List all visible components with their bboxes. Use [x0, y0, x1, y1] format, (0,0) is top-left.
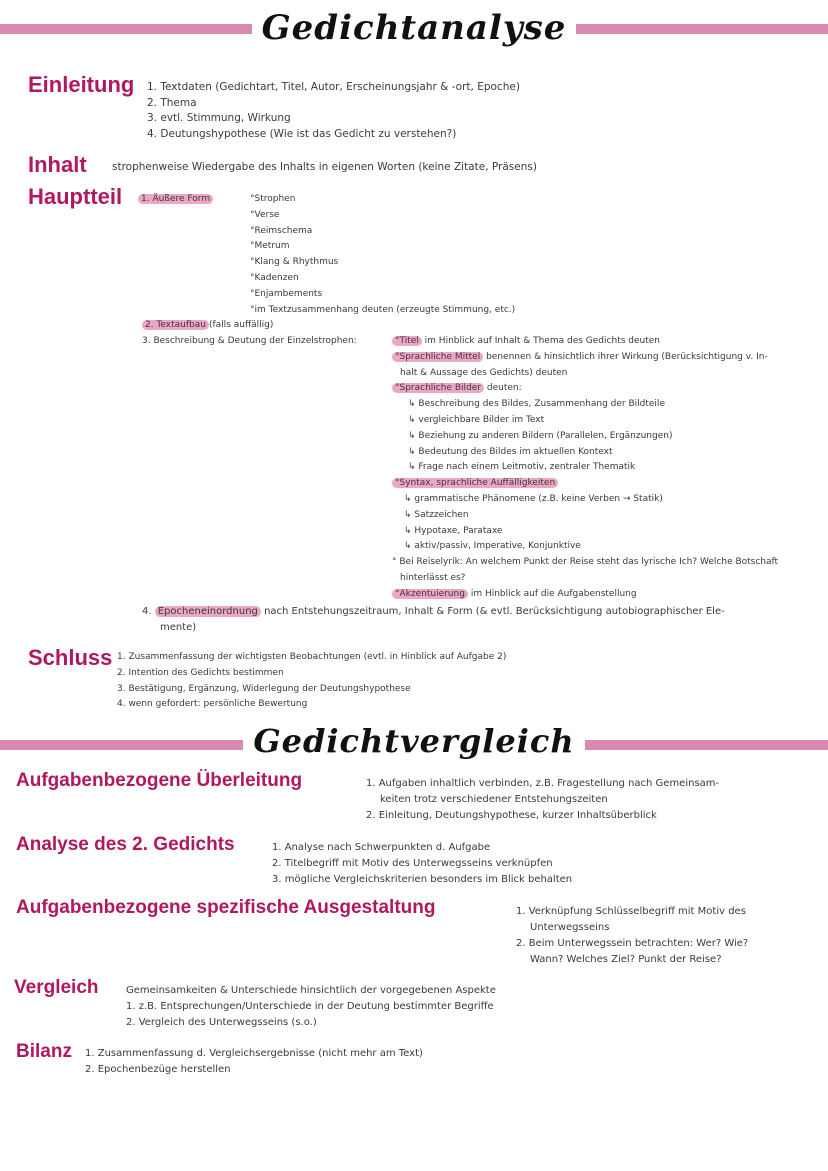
list-item: 4. Deutungshypothese (Wie ist das Gedicht zu verstehen?)	[147, 127, 457, 140]
strophen-details	[392, 334, 778, 603]
list-item: 2. Thema	[147, 96, 197, 109]
schluss-list	[117, 650, 506, 713]
list-item: 1. Zusammenfassung der wichtigsten Beobachtungen (evtl. in Hinblick auf Aufgabe 2)	[117, 652, 507, 662]
list-item: °Klang & Rhythmus	[250, 257, 339, 268]
epoche-block	[142, 604, 725, 636]
strophen-label: 3. Beschreibung & Deutung der Einzelstrophen:	[142, 336, 357, 346]
highlight-syntax: °Syntax, sprachliche Auffälligkeiten	[392, 478, 558, 488]
einleitung-list	[147, 80, 520, 142]
list-item: ↳ Bedeutung des Bildes im aktuellen Kontext	[408, 446, 613, 457]
list-item: °Verse	[250, 209, 280, 220]
list-item: 3. Bestätigung, Ergänzung, Widerlegung der Deutungshypothese	[117, 683, 411, 694]
titel-line	[392, 334, 778, 350]
list-item: °im Textzusammenhang deuten (erzeugte Stimmung, etc.)	[250, 304, 516, 315]
syntax-line	[392, 476, 778, 492]
mittel-line	[392, 350, 778, 366]
akzent-line	[392, 587, 778, 603]
list-item: 2. Titelbegriff mit Motiv des Unterwegsseins verknüpfen	[272, 858, 553, 869]
aufbau-line	[142, 318, 273, 334]
list-item: 3. evtl. Stimmung, Wirkung	[147, 112, 291, 124]
form-list	[250, 192, 515, 318]
reise-cont: hinterlässt es?	[400, 572, 466, 583]
reise-line: ° Bei Reiselyrik: An welchem Punkt der Reise steht das lyrische Ich? Welche Botschaft	[392, 557, 779, 568]
ausgestaltung-list	[516, 904, 748, 968]
list-item: 4. wenn gefordert: persönliche Bewertung	[117, 699, 308, 710]
list-item: 2. Intention des Gedichts bestimmen	[117, 667, 284, 678]
list-item: 2. Einleitung, Deutungshypothese, kurzer Inhaltsüberblick	[366, 810, 657, 821]
list-item: 1. Aufgaben inhaltlich verbinden, z.B. Fragestellung nach Gemeinsam-	[366, 778, 720, 789]
highlight-epocheneinordnung: Epocheneinordnung	[155, 606, 261, 617]
list-item: 2. Epochenbezüge herstellen	[85, 1064, 231, 1075]
list-item: 1. Verknüpfung Schlüsselbegriff mit Motiv des	[516, 906, 746, 917]
heading-ausgestaltung: Aufgabenbezogene spezifische Ausgestaltung	[16, 897, 436, 918]
list-item: ↳ Beziehung zu anderen Bildern (Parallelen, Ergänzungen)	[408, 430, 673, 441]
list-item: ↳ Hypotaxe, Parataxe	[404, 525, 503, 536]
list-item: °Kadenzen	[250, 272, 299, 283]
list-item: °Reimschema	[250, 225, 313, 236]
aufbau-note: (falls auffällig)	[208, 320, 274, 330]
page-title-vergleich	[0, 722, 828, 760]
vergleich-list	[126, 983, 496, 1031]
list-item: ↳ Beschreibung des Bildes, Zusammenhang der Bildteile	[408, 399, 665, 410]
list-item: °Strophen	[250, 194, 296, 204]
epoche-cont: mente)	[160, 621, 197, 633]
titel-text: im Hinblick auf Inhalt & Thema des Gedichts deuten	[424, 336, 660, 346]
list-item: °Metrum	[250, 241, 290, 252]
heading-analyse2: Analyse des 2. Gedichts	[16, 834, 235, 855]
list-item: 1. z.B. Entsprechungen/Unterschiede in der Deutung bestimmter Begriffe	[126, 1001, 494, 1012]
analyse2-list	[272, 840, 572, 888]
list-item: ↳ Satzzeichen	[404, 509, 469, 520]
bilder-line	[392, 381, 778, 397]
title-text: Gedichtvergleich	[243, 722, 584, 760]
highlight-aeussere-form: 1. Äußere Form	[138, 194, 213, 204]
list-item: keiten trotz verschiedener Entstehungszeiten	[380, 794, 608, 805]
form-label	[138, 192, 213, 208]
list-item: 1. Textdaten (Gedichtart, Titel, Autor, Erscheinungsjahr & -ort, Epoche)	[147, 81, 520, 93]
highlight-textaufbau: 2. Textaufbau	[142, 320, 209, 330]
list-item: 1. Zusammenfassung d. Vergleichsergebnisse (nicht mehr am Text)	[85, 1048, 423, 1059]
list-item: ↳ vergleichbare Bilder im Text	[408, 414, 545, 425]
highlight-sprachliche-mittel: °Sprachliche Mittel	[392, 352, 483, 362]
epoche-text: nach Entstehungszeitraum, Inhalt & Form (& evtl. Berücksichtigung autobiographischer Ele-	[264, 606, 725, 617]
list-item: ↳ grammatische Phänomene (z.B. keine Verben → Statik)	[404, 493, 663, 504]
list-item: Gemeinsamkeiten & Unterschiede hinsichtlich der vorgegebenen Aspekte	[126, 985, 496, 996]
bilder-text: deuten:	[486, 383, 522, 394]
highlight-sprachliche-bilder: °Sprachliche Bilder	[392, 383, 484, 393]
heading-ueberleitung: Aufgabenbezogene Überleitung	[16, 770, 303, 791]
epoche-line	[142, 604, 725, 620]
heading-hauptteil: Hauptteil	[28, 184, 123, 209]
akzent-text: im Hinblick auf die Aufgabenstellung	[470, 588, 637, 599]
highlight-titel: °Titel	[392, 336, 422, 346]
list-item: ↳ aktiv/passiv, Imperative, Konjunktive	[404, 541, 581, 552]
list-item: 2. Vergleich des Unterwegsseins (s.o.)	[126, 1017, 317, 1028]
mittel-text: benennen & hinsichtlich ihrer Wirkung (Berücksichtigung v. In-	[486, 351, 768, 362]
list-item: 3. mögliche Vergleichskriterien besonders im Blick behalten	[272, 874, 573, 885]
epoche-num: 4.	[142, 606, 152, 617]
heading-schluss: Schluss	[28, 645, 113, 670]
list-item: ↳ Frage nach einem Leitmotiv, zentraler Thematik	[408, 462, 636, 473]
ueberleitung-list	[366, 776, 719, 824]
list-item: 2. Beim Unterwegssein betrachten: Wer? Wie?	[516, 938, 749, 949]
list-item: 1. Analyse nach Schwerpunkten d. Aufgabe	[272, 842, 491, 853]
heading-inhalt: Inhalt	[28, 152, 87, 177]
list-item: °Enjambements	[250, 288, 323, 299]
bilanz-list	[85, 1046, 423, 1078]
list-item: Unterwegsseins	[530, 922, 610, 933]
highlight-akzentuierung: °Akzentuierung	[392, 589, 468, 599]
heading-bilanz: Bilanz	[16, 1041, 72, 1062]
heading-vergleich: Vergleich	[14, 977, 99, 998]
list-item: Wann? Welches Ziel? Punkt der Reise?	[530, 954, 722, 965]
title-text: Gedichtanalyse	[252, 8, 577, 48]
heading-einleitung: Einleitung	[28, 72, 135, 97]
page-title-analyse	[0, 8, 828, 48]
mittel-cont: halt & Aussage des Gedichts) deuten	[400, 367, 568, 378]
inhalt-text: strophenweise Wiedergabe des Inhalts in eigenen Worten (keine Zitate, Präsens)	[112, 161, 537, 173]
